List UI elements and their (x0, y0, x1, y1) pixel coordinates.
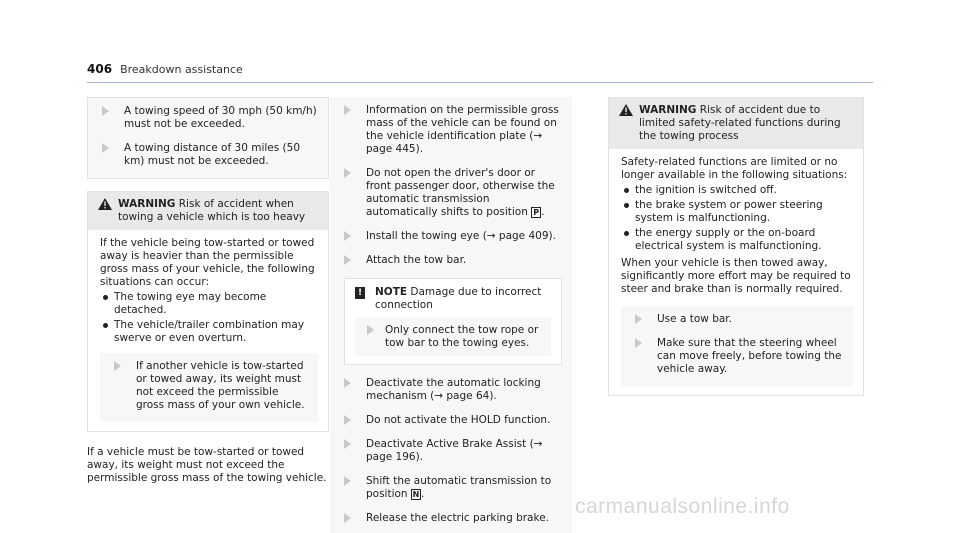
step-arrow-icon (344, 439, 351, 449)
note-title: Damage due to incorrect connection (375, 286, 542, 311)
note-label: NOTE (375, 286, 408, 298)
page-number: 406 (87, 62, 113, 76)
warning-triangle-icon (98, 198, 112, 210)
warning-triangle-icon (619, 104, 633, 116)
warning-step-box (100, 353, 318, 422)
step-item: Only connect the tow rope or tow bar to the towing eyes. (355, 318, 551, 356)
warning-intro: Safety-related functions are limited or no longer available in the following situations: (621, 156, 848, 181)
step-arrow-icon (344, 378, 351, 388)
note-header (345, 279, 561, 318)
step-item: Make sure that the steering wheel can move freely, before towing the vehicle away. (635, 337, 843, 376)
step-item: Do not open the driver's door or front passenger door, otherwise the automatic transmission automatically shifts to position P . (344, 167, 562, 219)
step-arrow-icon (102, 143, 109, 153)
warning-box (608, 97, 864, 396)
step-item: Attach the tow bar. (344, 254, 562, 267)
step-item: Install the towing eye (→ page 409). (344, 230, 562, 243)
step-item: Deactivate the automatic locking mechanism (→ page 64). (344, 377, 562, 403)
step-item: Deactivate Active Brake Assist (→ page 196). (344, 438, 562, 464)
exclamation-icon: ! (355, 287, 365, 299)
page-header (87, 62, 243, 76)
warning-title: Risk of accident when towing a vehicle which is too heavy (118, 198, 306, 223)
warning-body (88, 230, 328, 431)
step-arrow-icon (344, 415, 351, 425)
steps-box (330, 97, 572, 533)
step-item: Do not activate the HOLD function. (344, 414, 562, 427)
step-arrow-icon (102, 106, 109, 116)
warning-header (88, 192, 328, 230)
warning-label: WARNING (118, 198, 176, 210)
step-arrow-icon (344, 476, 351, 486)
note-box (344, 278, 562, 365)
warning-bullets (100, 291, 318, 345)
warning-steps-box (621, 306, 853, 386)
step-item: Release the electric parking brake. (344, 512, 562, 525)
step-item: Information on the permissible gross mass of the vehicle can be found on the vehicle identification plate (→ page 445). (344, 104, 562, 156)
bullet-item: the ignition is switched off. (621, 184, 853, 197)
bullet-item: The vehicle/trailer combination may swerve or even overturn. (100, 319, 318, 345)
gear-p-symbol: P (531, 207, 541, 218)
warning-header (609, 98, 863, 149)
warning-after: When your vehicle is then towed away, significantly more effort may be required to steer and brake than is normally required. (621, 257, 851, 295)
header-divider (87, 82, 873, 83)
step-arrow-icon (367, 325, 374, 335)
step-item: If another vehicle is tow-started or towed away, its weight must not exceed the permissible gross mass of your own vehicle. (114, 360, 308, 412)
column-1 (87, 97, 329, 485)
step-arrow-icon (344, 255, 351, 265)
bullet-item: the energy supply or the on-board electrical system is malfunctioning. (621, 227, 853, 253)
gear-n-symbol: N (412, 490, 420, 499)
column-3 (608, 97, 864, 396)
steps-box (87, 97, 329, 179)
watermark: carmanualsonline.info (575, 495, 790, 518)
warning-box (87, 191, 329, 432)
step-item: Use a tow bar. (635, 313, 843, 326)
bullet-item: The towing eye may become detached. (100, 291, 318, 317)
step-arrow-icon (344, 513, 351, 523)
warning-label: WARNING (639, 104, 697, 116)
section-title: Breakdown assistance (120, 63, 243, 76)
step-arrow-icon (635, 338, 642, 348)
step-arrow-icon (344, 168, 351, 178)
step-item: Shift the automatic transmission to position N . (344, 475, 562, 501)
step-arrow-icon (114, 361, 121, 371)
bullet-item: the brake system or power steering system is malfunctioning. (621, 199, 853, 225)
step-item: A towing speed of 30 mph (50 km/h) must not be exceeded. (102, 105, 318, 131)
warning-bullets (621, 184, 853, 253)
warning-title: Risk of accident due to limited safety-related functions during the towing process (639, 104, 841, 142)
step-item: A towing distance of 30 miles (50 km) must not be exceeded. (102, 142, 318, 168)
step-arrow-icon (635, 314, 642, 324)
step-arrow-icon (344, 231, 351, 241)
column-2 (330, 97, 572, 533)
step-arrow-icon (344, 105, 351, 115)
warning-body (609, 149, 863, 395)
body-paragraph: If a vehicle must be tow-started or towed away, its weight must not exceed the permissible gross mass of the towing vehicle. (87, 446, 327, 484)
warning-intro: If the vehicle being tow-started or towed away is heavier than the permissible gross mass of your vehicle, the following situations can occur: (100, 237, 315, 288)
